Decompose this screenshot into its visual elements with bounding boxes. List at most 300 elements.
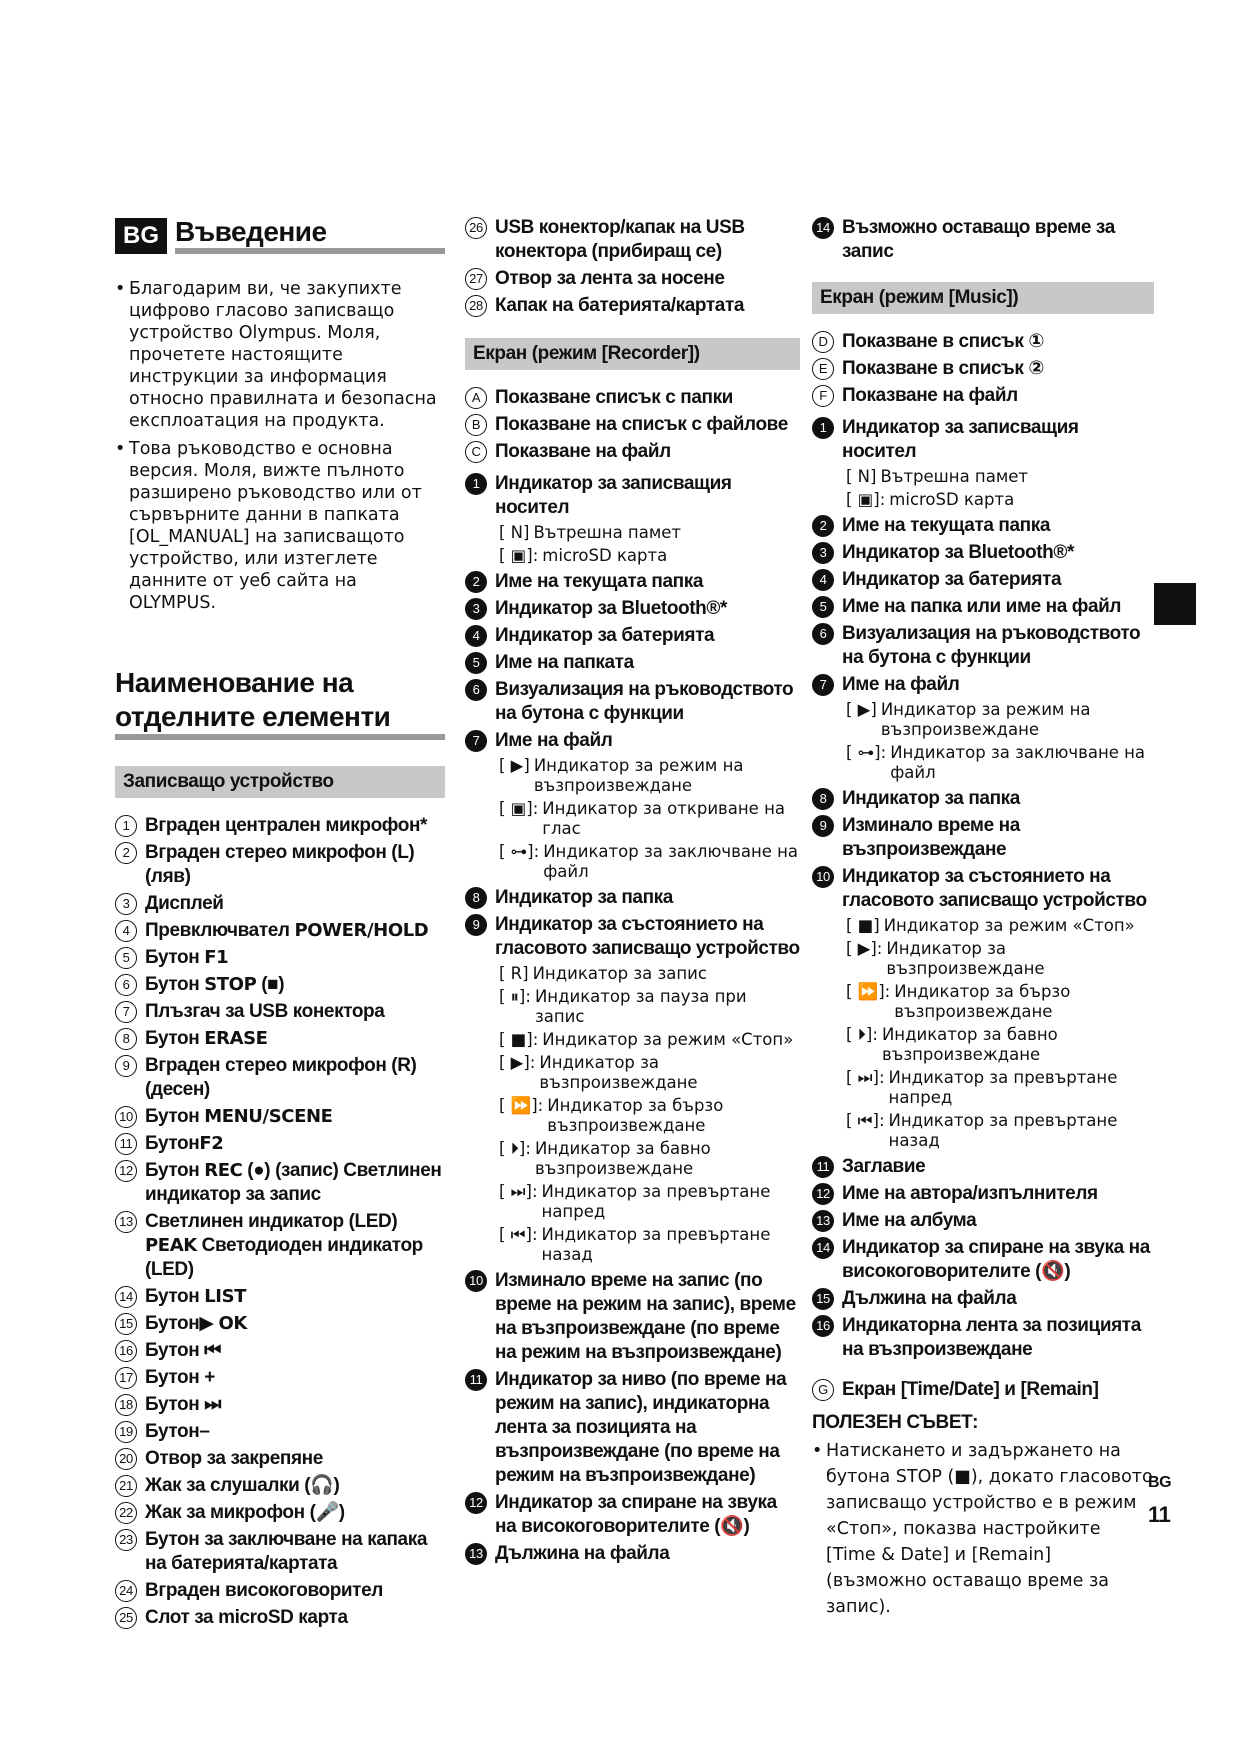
- item-number: 24: [115, 1580, 137, 1602]
- list-item: [115, 1132, 445, 1156]
- sub-item-text: Индикатор за превъртане назад: [888, 1111, 1118, 1150]
- list-item: [812, 787, 1154, 811]
- sub-item: [499, 964, 800, 984]
- item-number: 4: [115, 920, 137, 942]
- item-text: Изминало време на запис (по време на режим на запис), време на възпроизвеждане (по време на режим на възпроизвеждане): [495, 1270, 796, 1363]
- sub-item: [846, 490, 1154, 510]
- list-item: [115, 973, 445, 997]
- recorder-items: [115, 814, 445, 1630]
- item-text: Светлинен индикатор (LED) PEAK Светодиоден индикатор (LED): [145, 1211, 423, 1280]
- list-item: [465, 1491, 800, 1539]
- screen-time-item: [812, 1378, 1154, 1402]
- item-number: G: [812, 1379, 834, 1401]
- sub-item: [846, 743, 1154, 783]
- indicator-icon: [ ⊶]:: [499, 842, 540, 861]
- list-item: [115, 1339, 445, 1363]
- intro-bullet: • Това ръководство е основна версия. Моля, вижте пълното разширено ръководство или от сървърните данни в папката [OL_MANUAL] на записващото устройство, или изтеглете данните от уеб сайта на OLYMPUS.: [115, 438, 445, 614]
- item-text: Индикатор за папка: [495, 887, 673, 908]
- list-item: [812, 216, 1154, 264]
- list-item: [812, 357, 1154, 381]
- list-item: [115, 1027, 445, 1051]
- item-number: 18: [115, 1394, 137, 1416]
- indicator-icon: [ ■]:: [499, 1030, 539, 1049]
- sub-item-text: Индикатор за режим «Стоп»: [883, 916, 1135, 935]
- list-item: [465, 597, 800, 621]
- item-text: Индикатор за състоянието на гласовото записващо устройство: [842, 866, 1147, 911]
- list-item: [812, 1209, 1154, 1233]
- sub-item: [499, 756, 800, 796]
- item-text: Име на текущата папка: [842, 515, 1051, 536]
- item-text: Заглавие: [842, 1156, 926, 1177]
- item-number: 28: [465, 295, 487, 317]
- sub-item-text: Индикатор за бързо възпроизвеждане: [547, 1096, 724, 1135]
- sub-item-text: Индикатор за бавно възпроизвеждане: [881, 1025, 1058, 1064]
- list-item: [812, 673, 1154, 697]
- list-item: [812, 416, 1154, 464]
- list-item: [465, 1269, 800, 1365]
- item-number: 5: [465, 652, 487, 674]
- item-number: 1: [812, 417, 834, 439]
- sub-item: [846, 1025, 1154, 1065]
- item-number: D: [812, 331, 834, 353]
- tip-text: • Натискането и задържането на бутона STOP (■), докато гласовото записващо устройство е в режим «Стоп», показва настройките [Time & Date] и [Remain] (възможно оставащо време за запис).: [812, 1438, 1154, 1620]
- item-number: 12: [465, 1492, 487, 1514]
- item-number: 22: [115, 1502, 137, 1524]
- sub-list: [499, 964, 800, 1265]
- item-number: 10: [465, 1270, 487, 1292]
- item-number: 10: [115, 1106, 137, 1128]
- sub-item-text: Вътрешна памет: [880, 467, 1029, 486]
- item-text: Име на автора/изпълнителя: [842, 1183, 1098, 1204]
- sub-item: [499, 523, 800, 543]
- recorder-heading: Записващо устройство: [115, 766, 445, 798]
- list-item: [115, 1474, 445, 1498]
- button-key-label: F2: [199, 1133, 224, 1154]
- sub-item: [846, 700, 1154, 740]
- sub-item: [499, 1225, 800, 1265]
- sub-item-text: Индикатор за пауза при запис: [534, 987, 747, 1026]
- list-item: [465, 624, 800, 648]
- item-number: 13: [465, 1543, 487, 1565]
- list-item: [115, 1105, 445, 1129]
- item-text: Индикатор за записващия носител: [495, 473, 732, 518]
- list-item: [465, 386, 800, 410]
- sub-item: [846, 916, 1154, 936]
- item-text: Вграден стерео микрофон (R) (десен): [145, 1055, 417, 1100]
- list-item: [812, 595, 1154, 619]
- item-text: Име на файл: [842, 674, 960, 695]
- item-number: 14: [812, 217, 834, 239]
- item-number: E: [812, 358, 834, 380]
- item-number: 5: [115, 947, 137, 969]
- item-text: Показване в списък ②: [842, 358, 1045, 379]
- list-item: [812, 1378, 1154, 1402]
- list-item: [115, 1210, 445, 1282]
- list-item: [812, 622, 1154, 670]
- item-number: 26: [465, 217, 487, 239]
- sub-item: [499, 987, 800, 1027]
- item-number: 7: [115, 1001, 137, 1023]
- item-text: Отвор за закрепяне: [145, 1448, 323, 1469]
- item-number: 6: [465, 679, 487, 701]
- button-key-label: PEAK: [145, 1235, 197, 1256]
- list-item: [465, 1368, 800, 1488]
- item-text: Дължина на файла: [842, 1288, 1017, 1309]
- item-text: Показване на списък с файлове: [495, 414, 788, 435]
- sub-item-text: Индикатор за режим «Стоп»: [542, 1030, 794, 1049]
- item-number: 8: [812, 788, 834, 810]
- indicator-icon: [ N]: [499, 523, 530, 542]
- button-key-label: ERASE: [204, 1028, 268, 1049]
- language-badge: BG: [115, 218, 167, 254]
- item-text: Слот за microSD карта: [145, 1607, 348, 1628]
- list-item: [115, 892, 445, 916]
- list-item: [115, 946, 445, 970]
- list-item: [465, 886, 800, 910]
- item-text: Плъзгач за USB конектора: [145, 1001, 385, 1022]
- item-number: 3: [115, 893, 137, 915]
- item-text: Индикатор за записващия носител: [842, 417, 1079, 462]
- sub-list: [846, 467, 1154, 510]
- item-number: 2: [812, 515, 834, 537]
- column-left: [115, 216, 445, 1633]
- button-key-label: REC: [204, 1160, 243, 1181]
- footer-lang: BG: [1148, 1474, 1172, 1491]
- item-number: 9: [812, 815, 834, 837]
- item-number: B: [465, 414, 487, 436]
- item-text: Име на папка или име на файл: [842, 596, 1122, 617]
- list-item: [115, 841, 445, 889]
- list-item: [812, 514, 1154, 538]
- list-item: [465, 216, 800, 264]
- sub-item-text: Индикатор за режим на възпроизвеждане: [533, 756, 744, 795]
- item-number: 8: [115, 1028, 137, 1050]
- list-item: [465, 729, 800, 753]
- list-item: [465, 570, 800, 594]
- button-key-label: LIST: [204, 1286, 247, 1307]
- sub-item: [499, 799, 800, 839]
- item-number: 6: [115, 974, 137, 996]
- item-number: 8: [465, 887, 487, 909]
- item-number: 11: [115, 1133, 137, 1155]
- sub-item: [846, 1111, 1154, 1151]
- item-text: Бутон STOP (■): [145, 974, 285, 995]
- item-text: Индикатор за състоянието на гласовото записващо устройство: [495, 914, 800, 959]
- sub-list: [499, 523, 800, 566]
- sub-item: [499, 1096, 800, 1136]
- sub-item-text: Индикатор за запис: [532, 964, 707, 983]
- indicator-icon: [ ▣]:: [846, 490, 886, 509]
- list-item: [812, 1236, 1154, 1284]
- item-text: USB конектор/капак на USB конектора (прибиращ се): [495, 217, 745, 262]
- item-number: F: [812, 385, 834, 407]
- list-item: [115, 1366, 445, 1390]
- item-number: 2: [115, 842, 137, 864]
- sub-item-text: Индикатор за възпроизвеждане: [539, 1053, 698, 1092]
- list-item: [465, 294, 800, 318]
- item-text: Бутон +: [145, 1367, 215, 1388]
- item-number: 15: [812, 1288, 834, 1310]
- names-heading: Наименование на отделните елементи: [115, 666, 445, 740]
- intro-title: Въведение: [175, 216, 445, 254]
- item-number: 3: [812, 542, 834, 564]
- sub-item-text: Индикатор за режим на възпроизвеждане: [880, 700, 1091, 739]
- button-key-label: OK: [218, 1313, 247, 1334]
- list-item: [812, 384, 1154, 408]
- list-item: [115, 1054, 445, 1102]
- intro-bullet: • Благодарим ви, че закупихте цифрово гласово записващо устройство Olympus. Моля, прочетете настоящите инструкции за информация относно правилната и безопасна експлоатация на продукта.: [115, 278, 445, 432]
- indicator-icon: [ ⏭]:: [846, 1068, 885, 1087]
- sub-item-text: Индикатор за откриване на глас: [542, 799, 785, 838]
- indicator-icon: [ R]: [499, 964, 529, 983]
- indicator-icon: [ ⏸]:: [499, 987, 531, 1006]
- item-number: 7: [812, 674, 834, 696]
- list-item: [812, 1314, 1154, 1362]
- indicator-icon: [ ▶]:: [846, 939, 883, 958]
- item-number: 10: [812, 866, 834, 888]
- sub-item-text: Индикатор за превъртане напред: [888, 1068, 1118, 1107]
- list-item: [115, 919, 445, 943]
- item-number: 11: [465, 1369, 487, 1391]
- list-item: [115, 1285, 445, 1309]
- item-text: Капак на батерията/картата: [495, 295, 745, 316]
- item-number: 19: [115, 1421, 137, 1443]
- item-text: Отвор за лента за носене: [495, 268, 725, 289]
- item-text: Индикатор за батерията: [842, 569, 1062, 590]
- list-item: [115, 814, 445, 838]
- list-item: [465, 472, 800, 520]
- item-text: Индикатор за Bluetooth®*: [495, 598, 727, 619]
- indicator-icon: [ ▣]:: [499, 546, 539, 565]
- list-item: [115, 1447, 445, 1471]
- item-text: Бутон▶ OK: [145, 1313, 247, 1334]
- screen-recorder-items: [465, 472, 800, 1566]
- item-number: 12: [812, 1183, 834, 1205]
- indicator-icon: [ ■]: [846, 916, 880, 935]
- indicator-icon: [ ▶]: [499, 756, 530, 775]
- item-number: 6: [812, 623, 834, 645]
- item-text: Вграден стерео микрофон (L) (ляв): [145, 842, 415, 887]
- indicator-icon: [ ⏵]:: [499, 1139, 531, 1158]
- item-text: Име на албума: [842, 1210, 977, 1231]
- item-number: 14: [812, 1237, 834, 1259]
- list-item: [115, 1528, 445, 1576]
- list-item: [465, 413, 800, 437]
- list-item: [115, 1501, 445, 1525]
- section-tab-marker: [1154, 583, 1196, 625]
- tip-title: ПОЛЕЗЕН СЪВЕТ:: [812, 1412, 979, 1433]
- item-number: 4: [812, 569, 834, 591]
- item-number: 12: [115, 1160, 137, 1182]
- item-number: 13: [812, 1210, 834, 1232]
- list-item: [812, 814, 1154, 862]
- item-number: 23: [115, 1529, 137, 1551]
- sub-list: [499, 756, 800, 882]
- sub-item: [846, 939, 1154, 979]
- list-item: [812, 568, 1154, 592]
- item-text: Бутон ⏮: [145, 1340, 221, 1361]
- item-number: 16: [812, 1315, 834, 1337]
- screen-recorder-letters: [465, 386, 800, 464]
- indicator-icon: [ ▶]:: [499, 1053, 536, 1072]
- item-number: 16: [115, 1340, 137, 1362]
- list-item: [115, 1579, 445, 1603]
- column-right: [812, 216, 1154, 1626]
- item-text: Индикатор за папка: [842, 788, 1020, 809]
- indicator-icon: [ ⏮]:: [846, 1111, 885, 1130]
- list-item: [115, 1312, 445, 1336]
- item-text: Бутон ⏭: [145, 1394, 221, 1415]
- item-text: Име на текущата папка: [495, 571, 704, 592]
- item-number: 21: [115, 1475, 137, 1497]
- button-key-label: POWER/HOLD: [294, 920, 429, 941]
- item-text: Бутон REC (●) (запис) Светлинен индикатор за запис: [145, 1160, 442, 1205]
- item-number: 9: [115, 1055, 137, 1077]
- item-text: Показване списък с папки: [495, 387, 733, 408]
- item-number: 3: [465, 598, 487, 620]
- sub-item: [846, 467, 1154, 487]
- sub-item-text: Индикатор за превъртане назад: [541, 1225, 771, 1264]
- sub-item-text: microSD карта: [889, 490, 1015, 509]
- list-item: [465, 440, 800, 464]
- list-item: [812, 1287, 1154, 1311]
- item-text: Бутон–: [145, 1421, 210, 1442]
- item-text: Индикатор за спиране на звука на високоговорителите (🔇): [495, 1492, 777, 1537]
- item-text: Възможно оставащо време за запис: [842, 217, 1115, 262]
- sub-item-text: Индикатор за заключване на файл: [890, 743, 1146, 782]
- list-item: [812, 541, 1154, 565]
- item-number: C: [465, 441, 487, 463]
- page-number: 11: [1148, 1502, 1171, 1527]
- list-item: [115, 1000, 445, 1024]
- item-text: Име на папката: [495, 652, 634, 673]
- list-item: [465, 678, 800, 726]
- sub-list: [846, 916, 1154, 1151]
- screen-music-items: [812, 416, 1154, 1362]
- item-text: Показване на файл: [842, 385, 1018, 406]
- sub-item: [846, 982, 1154, 1022]
- item-text: Индикатор за батерията: [495, 625, 715, 646]
- item-text: Превключвател POWER/HOLD: [145, 920, 429, 941]
- list-item: [115, 1393, 445, 1417]
- indicator-icon: [ ⏩]:: [846, 982, 891, 1001]
- indicator-icon: [ ▣]:: [499, 799, 539, 818]
- item-text: Индикатор за Bluetooth®*: [842, 542, 1074, 563]
- sub-item-text: Индикатор за възпроизвеждане: [886, 939, 1045, 978]
- sub-item-text: microSD карта: [542, 546, 668, 565]
- item-text: БутонF2: [145, 1133, 224, 1154]
- item-number: 17: [115, 1367, 137, 1389]
- list-item: [465, 913, 800, 961]
- item-text: Индикатор за спиране на звука на високоговорителите (🔇): [842, 1237, 1150, 1282]
- list-item: [115, 1420, 445, 1444]
- sub-item: [499, 1182, 800, 1222]
- intro-bullets: [115, 278, 445, 614]
- sub-item-text: Индикатор за заключване на файл: [543, 842, 799, 881]
- column-middle: [465, 216, 800, 1569]
- item-text: Бутон LIST: [145, 1286, 247, 1307]
- item-text: Име на файл: [495, 730, 613, 751]
- item-text: Показване на файл: [495, 441, 671, 462]
- list-item: [465, 651, 800, 675]
- col3-top-item: [812, 216, 1154, 264]
- item-text: Изминало време на възпроизвеждане: [842, 815, 1020, 860]
- item-text: Жак за слушалки (🎧): [145, 1475, 340, 1496]
- sub-item-text: Вътрешна памет: [533, 523, 682, 542]
- tip-list: [812, 1438, 1154, 1620]
- item-text: Вграден централен микрофон*: [145, 815, 428, 836]
- item-text: Дължина на файла: [495, 1543, 670, 1564]
- item-number: 1: [465, 473, 487, 495]
- item-text: Индикаторна лента за позицията на възпроизвеждане: [842, 1315, 1141, 1360]
- item-text: Вграден високоговорител: [145, 1580, 383, 1601]
- item-text: Екран [Time/Date] и [Remain]: [842, 1379, 1099, 1400]
- indicator-icon: [ ⏵]:: [846, 1025, 878, 1044]
- item-number: 14: [115, 1286, 137, 1308]
- indicator-icon: [ ▶]: [846, 700, 877, 719]
- button-key-label: MENU/SCENE: [204, 1106, 333, 1127]
- item-text: Визуализация на ръководството на бутона с функции: [495, 679, 794, 724]
- list-item: [812, 865, 1154, 913]
- list-item: [812, 330, 1154, 354]
- sub-item-text: Индикатор за превъртане напред: [541, 1182, 771, 1221]
- item-number: 9: [465, 914, 487, 936]
- screen-music-letters: [812, 330, 1154, 408]
- item-number: 20: [115, 1448, 137, 1470]
- screen-recorder-heading: Екран (режим [Recorder]): [465, 338, 800, 370]
- sub-item: [499, 1053, 800, 1093]
- item-text: Бутон F1: [145, 947, 229, 968]
- sub-item-text: Индикатор за бавно възпроизвеждане: [534, 1139, 711, 1178]
- sub-item: [499, 842, 800, 882]
- item-text: Бутон MENU/SCENE: [145, 1106, 333, 1127]
- item-text: Показване в списък ①: [842, 331, 1045, 352]
- intro-header: [115, 216, 445, 254]
- col2-top-items: [465, 216, 800, 318]
- item-text: Дисплей: [145, 893, 224, 914]
- item-text: Бутон ERASE: [145, 1028, 268, 1049]
- item-number: A: [465, 387, 487, 409]
- screen-music-heading: Екран (режим [Music]): [812, 282, 1154, 314]
- list-item: [465, 267, 800, 291]
- item-number: 2: [465, 571, 487, 593]
- sub-item-text: Индикатор за бързо възпроизвеждане: [894, 982, 1071, 1021]
- list-item: [812, 1155, 1154, 1179]
- indicator-icon: [ ⏮]:: [499, 1225, 538, 1244]
- button-key-label: F1: [204, 947, 229, 968]
- indicator-icon: [ ⏩]:: [499, 1096, 544, 1115]
- item-number: 7: [465, 730, 487, 752]
- list-item: [812, 1182, 1154, 1206]
- sub-item: [846, 1068, 1154, 1108]
- sub-list: [846, 700, 1154, 783]
- button-key-label: STOP: [204, 974, 257, 995]
- indicator-icon: [ ⏭]:: [499, 1182, 538, 1201]
- item-text: Визуализация на ръководството на бутона с функции: [842, 623, 1141, 668]
- item-number: 13: [115, 1211, 137, 1233]
- list-item: [115, 1159, 445, 1207]
- item-number: 11: [812, 1156, 834, 1178]
- item-number: 4: [465, 625, 487, 647]
- sub-item: [499, 1030, 800, 1050]
- item-text: Индикатор за ниво (по време на режим на запис), индикаторна лента за позицията на възпроизвеждане (по време на режим на възпроизвеждане): [495, 1369, 787, 1486]
- item-number: 1: [115, 815, 137, 837]
- item-text: Бутон за заключване на капака на батерията/картата: [145, 1529, 428, 1574]
- item-number: 15: [115, 1313, 137, 1335]
- item-text: Жак за микрофон (🎤): [145, 1502, 345, 1523]
- sub-item: [499, 1139, 800, 1179]
- indicator-icon: [ ⊶]:: [846, 743, 887, 762]
